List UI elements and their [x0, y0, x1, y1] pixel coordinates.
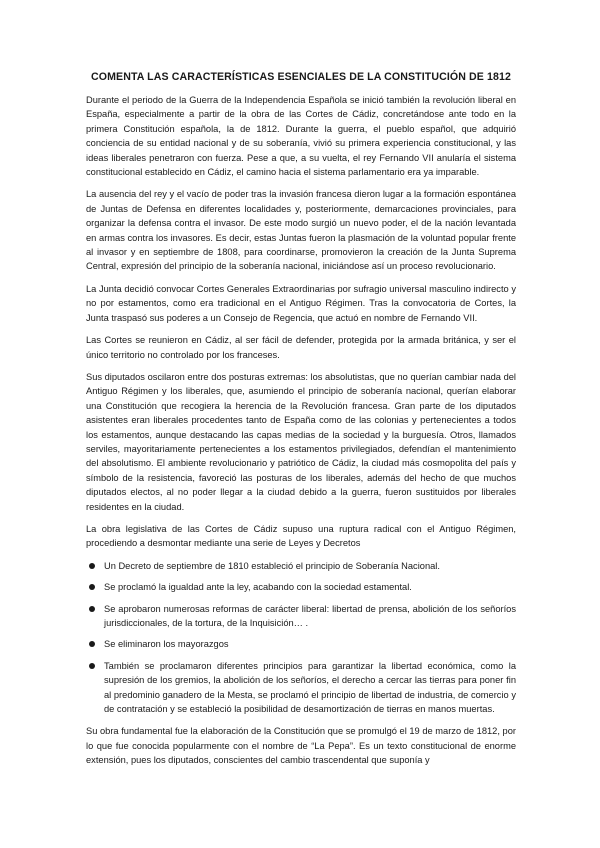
- list-item-text: Se proclamó la igualdad ante la ley, acabando con la sociedad estamental.: [104, 582, 412, 593]
- bullet-icon: [89, 641, 95, 647]
- list-item: [86, 602, 516, 631]
- bullet-icon: [89, 663, 95, 669]
- list-item: [86, 559, 516, 573]
- reform-list: [86, 559, 516, 717]
- bullet-icon: [89, 563, 95, 569]
- list-item-text: También se proclamaron diferentes principios para garantizar la libertad económica, como la supresión de los gremios, la abolición de los señoríos, el derecho a cercar las tierras para poner fin al predominio ganadero de la Mesta, se proclamó el principio de libertad de industria, de comercio y de contratación y se estableció la posibilidad de desamortización de tierras en manos muertas.: [104, 660, 516, 715]
- bullet-icon: [89, 584, 95, 590]
- bullet-icon: [89, 606, 95, 612]
- list-item: [86, 637, 516, 651]
- paragraph-diputados: Sus diputados oscilaron entre dos posturas extremas: los absolutistas, que no querían cambiar nada del Antiguo Régimen y los liberales, que, asumiendo el principio de soberanía nacional, querían elaborar una Constitución que recogiera la herencia de la Revolución francesa. Gran parte de los diputados asistentes eran liberales procedentes tanto de España como de las colonias y pertenecientes a todos los estamentos, aunque destacando las capas medias de la sociedad y la burguesía. Otros, llamados serviles, mayoritariamente pertenecientes a los estamentos privilegiados, defendían el mantenimiento del absolutismo. El ambiente revolucionario y patriótico de Cádiz, la ciudad más cosmopolita del país y símbolo de la resistencia, favoreció las posturas de los liberales, además del hecho de que muchos diputados electos, al no poder llegar a la ciudad debido a la guerra, fueron sustituidos por liberales residentes en la ciudad.: [86, 371, 516, 512]
- list-item-text: Se aprobaron numerosas reformas de carácter liberal: libertad de prensa, abolición de los señoríos jurisdiccionales, de la tortura, de la Inquisición… .: [104, 603, 516, 628]
- list-item: [86, 580, 516, 594]
- paragraph-constitucion: Su obra fundamental fue la elaboración de la Constitución que se promulgó el 19 de marzo de 1812, por lo que fue conocida popularmente con el nombre de “La Pepa”. Es un texto constitucional de enorme extensión, pues los diputados, conscientes del cambio trascendental que suponía y: [86, 726, 516, 766]
- paragraph-intro: Durante el periodo de la Guerra de la Independencia Española se inició también la revolución liberal en España, especialmente a partir de la obra de las Cortes de Cádiz, concretándose ante todo en la primera Constitución española, la de 1812. Durante la guerra, el pueblo español, que adquirió conciencia de su entidad nacional y de su soberanía, vivió su primera experiencia constitucional, y las ideas liberales penetraron con fuerza. Pese a que, a su vuelta, el rey Fernando VII anularía el sistema constitucional establecido en Cádiz, el camino hacia el sistema parlamentario era ya imparable.: [86, 95, 516, 178]
- page-title: COMENTA LAS CARACTERÍSTICAS ESENCIALES DE LA CONSTITUCIÓN DE 1812: [91, 71, 511, 83]
- list-item-text: Un Decreto de septiembre de 1810 estableció el principio de Soberanía Nacional.: [104, 560, 440, 571]
- list-item-text: Se eliminaron los mayorazgos: [104, 639, 229, 650]
- paragraph-obra-legislativa: La obra legislativa de las Cortes de Cádiz supuso una ruptura radical con el Antiguo Régimen, procediendo a desmontar mediante una serie de Leyes y Decretos: [86, 523, 516, 549]
- paragraph-cadiz: Las Cortes se reunieron en Cádiz, al ser fácil de defender, protegida por la armada británica, y ser el único territorio no controlado por los franceses.: [86, 335, 516, 360]
- list-item: [86, 659, 516, 717]
- paragraph-juntas: La ausencia del rey y el vacío de poder tras la invasión francesa dieron lugar a la formación espontánea de Juntas de Defensa en diferentes localidades y, posteriormente, demarcaciones provinciales, para organizar la defensa contra el invasor. De este modo surgió un nuevo poder, el de la nación levantada en armas contra los invasores. Es decir, estas Juntas fueron la plasmación de la voluntad popular frente al invasor y en septiembre de 1808, para coordinarse, promovieron la creación de la Junta Suprema Central, expresión del principio de la soberanía nacional, iniciándose así un proceso revolucionario.: [86, 189, 516, 272]
- paragraph-cortes-convocatoria: La Junta decidió convocar Cortes Generales Extraordinarias por sufragio universal masculino indirecto y no por estamentos, como era tradicional en el Antiguo Régimen. Tras la convocatoria de Cortes, la Junta traspasó sus poderes a un Consejo de Regencia, que actuó en nombre de Fernando VII.: [86, 283, 516, 323]
- document-body: [86, 93, 516, 776]
